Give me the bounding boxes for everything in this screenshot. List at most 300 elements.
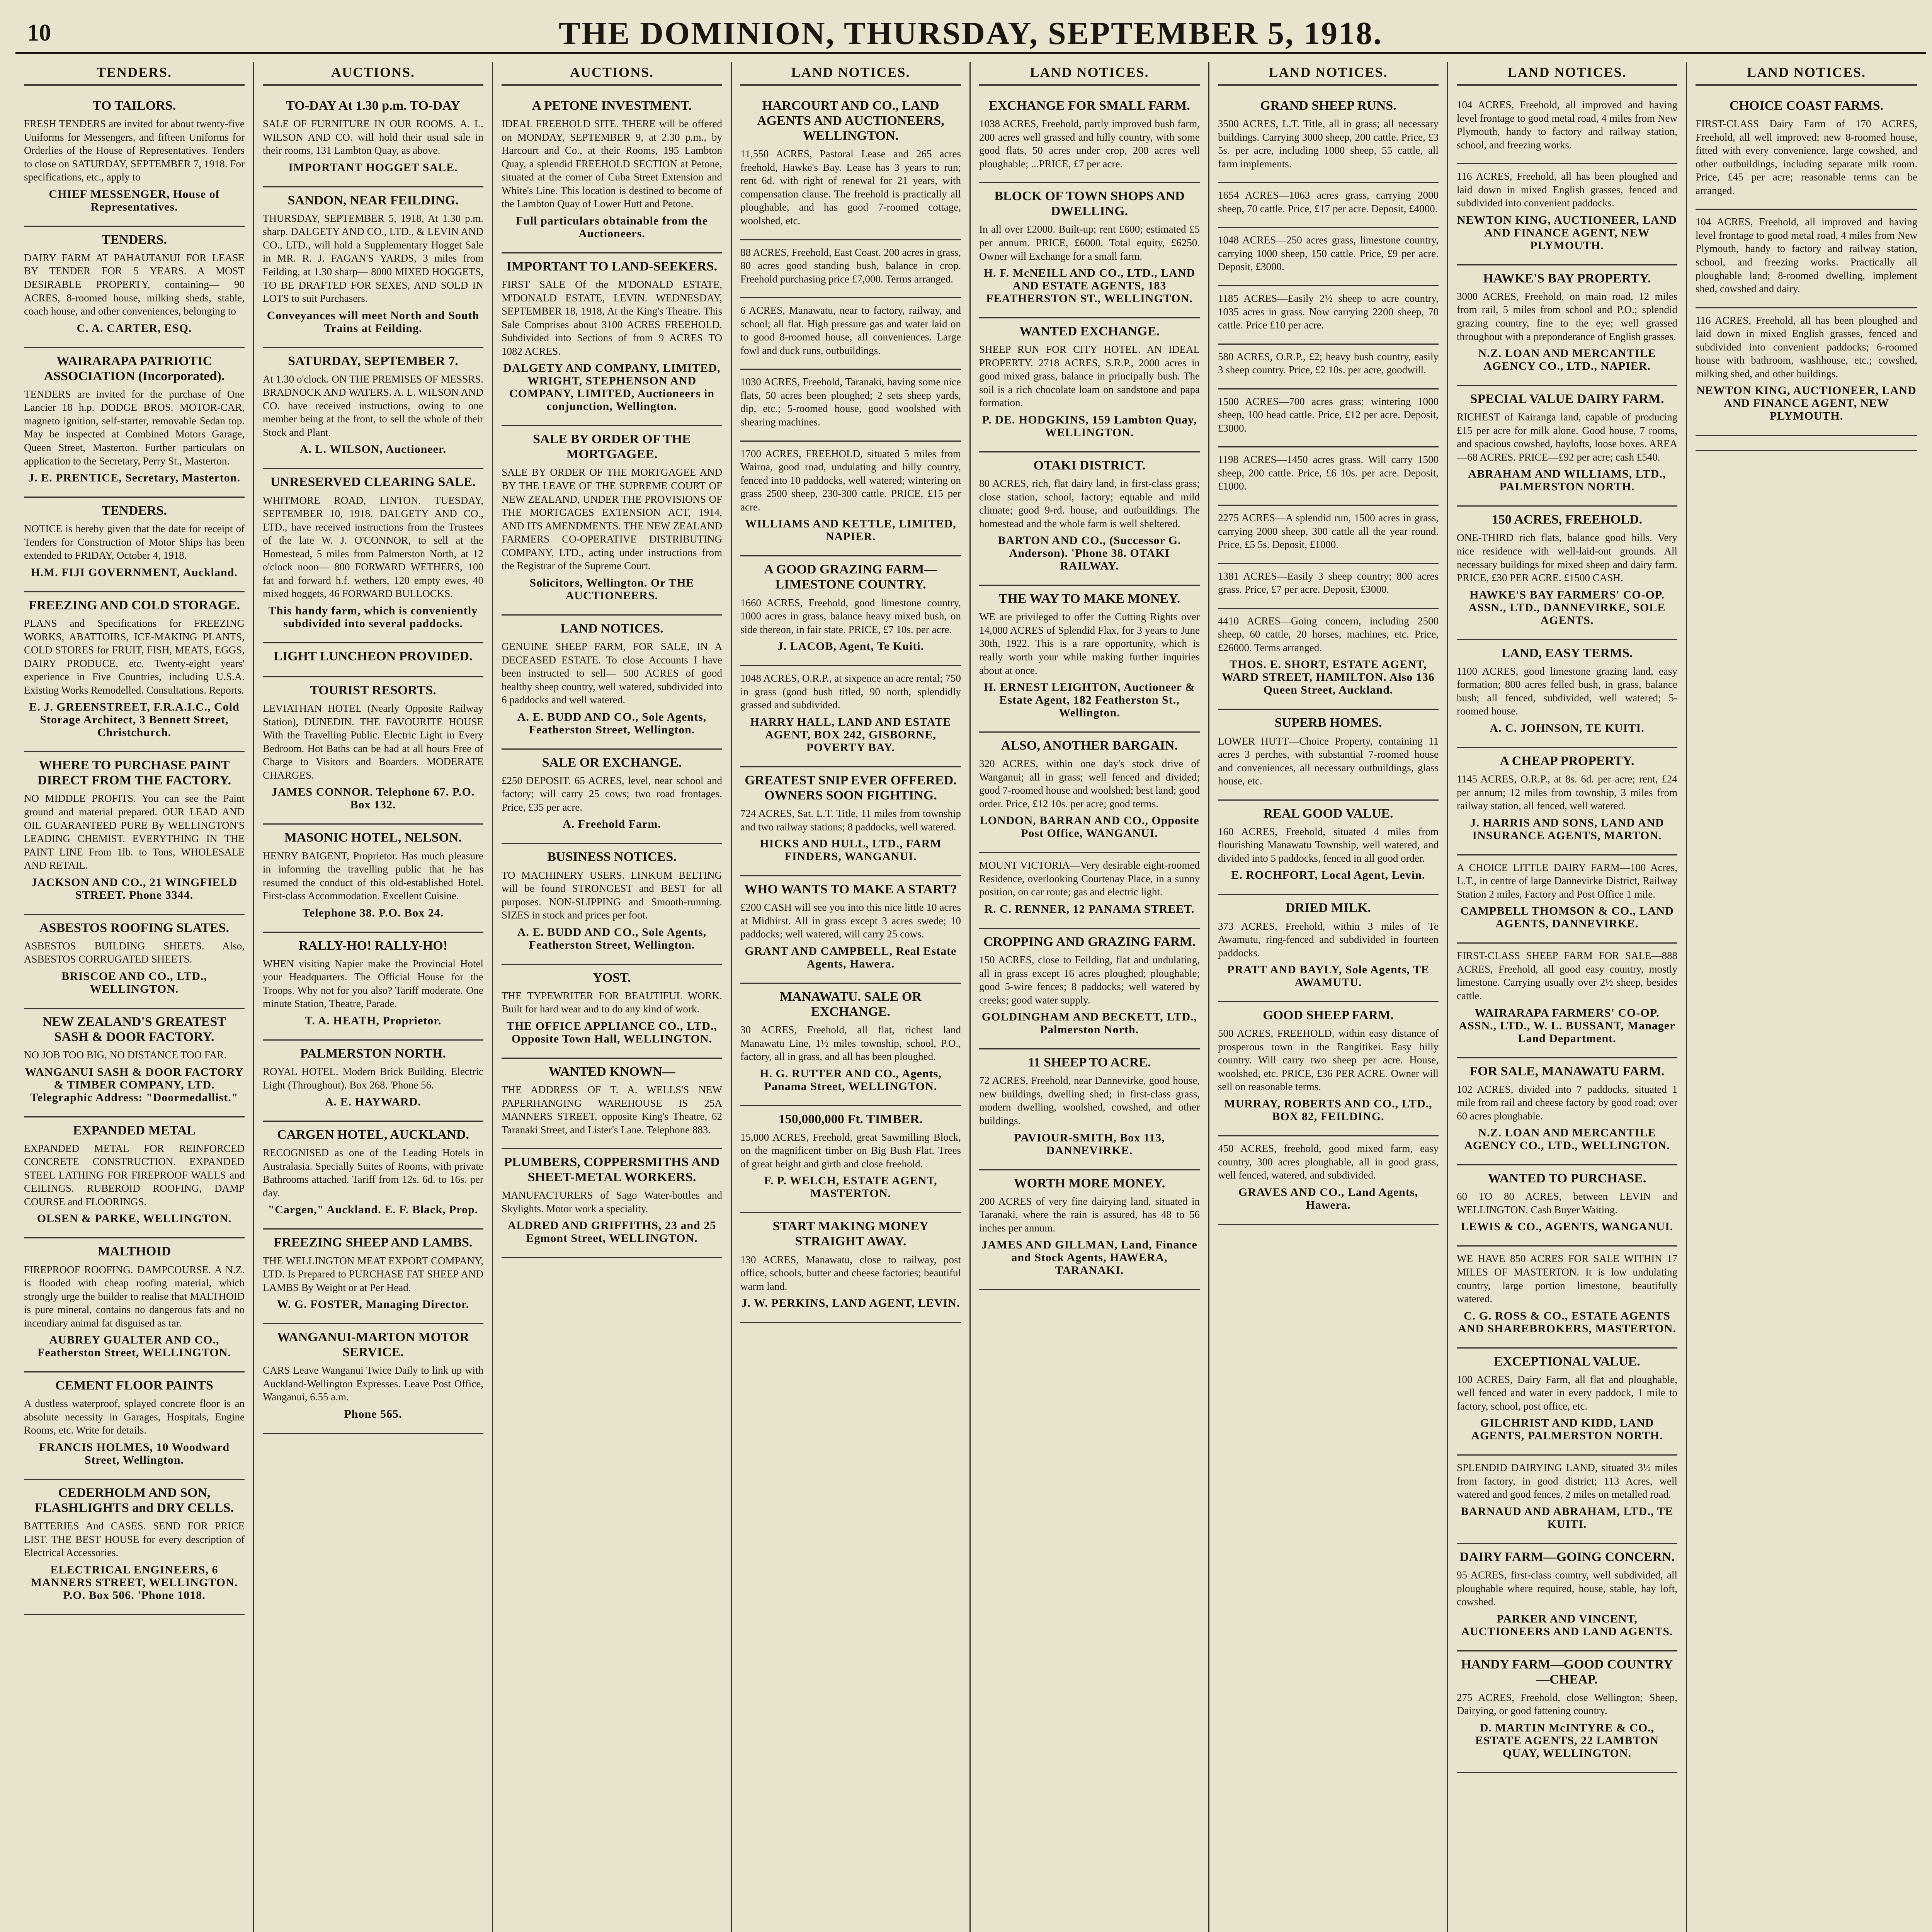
ad-body: RICHEST of Kairanga land, capable of producing £15 per acre for milk alone. Good house, 7 rooms, and spacious cowshed, haylofts, loose boxes. AREA—68 ACRES. PRICE—£92 per acre; cash £540. [1457, 411, 1677, 463]
ad-body: 3000 ACRES, Freehold, on main road, 12 miles from rail, 5 miles from school and P.O.; splendid grazing country, fine to the eye; well grassed throughout with a preponderance of English grasses. [1457, 290, 1677, 342]
ad-advertiser: Telephone 38. P.O. Box 24. [302, 906, 444, 919]
ad-heading: WANTED KNOWN— [548, 1064, 675, 1079]
ad-body: 116 ACRES, Freehold, all has been ploughed and laid down in mixed English grasses, fenced and subdivided into convenient paddocks. [1457, 170, 1677, 209]
ad-body: 104 ACRES, Freehold, all improved and having level frontage to good metal road, 4 miles from New Plymouth, handy to factory and railway station, school, and freezing works. [1457, 99, 1677, 151]
ad-advertiser: MURRAY, ROBERTS AND CO., LTD., BOX 82, FEILDING. [1224, 1097, 1432, 1123]
advertisement [24, 498, 245, 592]
ad-body: RECOGNISED as one of the Leading Hotels in Australasia. Specially Suites of Rooms, with private Bathrooms attached. Tariff from 12s. 6d. to 16s. per day. [263, 1147, 483, 1199]
ad-body: THE WELLINGTON MEAT EXPORT COMPANY, LTD. Is Prepared to PURCHASE FAT SHEEP AND LAMBS By Weight or at Per Head. [263, 1255, 483, 1293]
ad-heading: EXPANDED METAL [73, 1123, 196, 1138]
ad-advertiser: J. W. PERKINS, LAND AGENT, LEVIN. [741, 1297, 960, 1310]
ad-advertiser: W. G. FOSTER, Managing Director. [277, 1298, 469, 1311]
ad-body: WHEN visiting Napier make the Provincial Hotel your Headquarters. The Official House for the Troops. Why not for you also? Tariff moderate. One minute Station, Theatre, Parade. [263, 957, 483, 1010]
ad-body: 2275 ACRES—A splendid run, 1500 acres in grass, carrying 2000 sheep, 300 cattle all the year round. Price, £5 5s. Deposit, £1000. [1218, 512, 1439, 551]
ad-body: 1654 ACRES—1063 acres grass, carrying 2000 sheep, 70 cattle. Price, £17 per acre. Deposit, £4000. [1218, 189, 1439, 214]
ad-body: £200 CASH will see you into this nice little 10 acres at Midhirst. All in grass except 3 acres swede; 10 paddocks; well watered, will carry 25 cows. [740, 901, 961, 940]
ad-heading: WHERE TO PURCHASE PAINT DIRECT FROM THE FACTORY. [37, 758, 231, 788]
ad-advertiser: BRISCOE AND CO., LTD., WELLINGTON. [61, 969, 207, 995]
advertisement [502, 844, 722, 964]
ad-body: BATTERIES And CASES. SEND FOR PRICE LIST. THE BEST HOUSE for every description of Electrical Accessories. [24, 1520, 245, 1559]
ad-advertiser: NEWTON KING, AUCTIONEER, LAND AND FINANCE AGENT, NEW PLYMOUTH. [1457, 213, 1677, 252]
advertisement [263, 677, 483, 825]
ad-advertiser: E. ROCHFORT, Local Agent, Levin. [1231, 869, 1425, 882]
ad-advertiser: Conveyances will meet North and South Trains at Feilding. [267, 309, 480, 335]
ad-body: DAIRY FARM AT PAHAUTANUI FOR LEASE BY TENDER FOR 5 YEARS. A MOST DESIRABLE PROPERTY, containing— 90 ACRES, 8-roomed house, milking sheds, stable, coach house, and other conveniences, belonging to [24, 252, 245, 317]
columns-container [15, 62, 1926, 1932]
newspaper-title: THE DOMINION, THURSDAY, SEPTEMBER 5, 1918. [558, 15, 1383, 51]
ad-body: In all over £2000. Built-up; rent £600; estimated £5 per annum. PRICE, £6000. Total equity, £6250. Owner will Exchange for a small farm. [979, 223, 1200, 262]
ad-body: MOUNT VICTORIA—Very desirable eight-roomed Residence, overlooking Courtenay Place, in a sunny position, on car route; gas and electric light. [979, 859, 1200, 898]
ad-advertiser: HICKS AND HULL, LTD., FARM FINDERS, WANGANUI. [760, 837, 942, 863]
ad-body: TENDERS are invited for the purchase of One Lancier 18 h.p. DODGE BROS. MOTOR-CAR, magneto ignition, self-starter, removable Sedan top. May be inspected at Combined Motors Garage, Queen Street, Masterton. Further particulars on application to the Secretary, Perry St., Masterton. [24, 388, 245, 467]
ad-body: LOWER HUTT—Choice Property, containing 11 acres 3 perches, with substantial 7-roomed house and conveniences, all necessary outbuildings, glass house, etc. [1218, 735, 1439, 787]
ad-advertiser: IMPORTANT HOGGET SALE. [288, 161, 458, 174]
advertisement [1218, 801, 1439, 895]
ad-advertiser: GILCHRIST AND KIDD, LAND AGENTS, PALMERSTON NORTH. [1471, 1417, 1663, 1442]
ad-heading: FOR SALE, MANAWATU FARM. [1469, 1064, 1665, 1078]
ad-heading: SUPERB HOMES. [1274, 716, 1382, 730]
advertisement [1696, 436, 1917, 451]
ad-advertiser: H. G. RUTTER AND CO., Agents, Panama Street, WELLINGTON. [760, 1067, 942, 1093]
advertisement [1218, 389, 1439, 448]
ad-advertiser: "Cargen," Auckland. E. F. Black, Prop. [268, 1203, 478, 1216]
advertisement [263, 348, 483, 469]
ad-advertiser: HARRY HALL, LAND AND ESTATE AGENT, BOX 242, GISBORNE, POVERTY BAY. [750, 715, 951, 754]
ad-body: NO JOB TOO BIG, NO DISTANCE TOO FAR. [24, 1049, 227, 1061]
ad-body: FIRST-CLASS Dairy Farm of 170 ACRES, Freehold, all well improved; new 8-roomed house, fitted with every convenience, large cowshed, and other outbuildings, including separate milk room. Price, £45 per acre; reasonable terms can be arranged. [1696, 118, 1917, 196]
advertisement [979, 93, 1200, 183]
advertisement [24, 1480, 245, 1615]
ad-heading: A GOOD GRAZING FARM—LIMESTONE COUNTRY. [764, 562, 937, 592]
ad-advertiser: ALDRED AND GRIFFITHS, 23 and 25 Egmont Street, WELLINGTON. [507, 1219, 716, 1245]
advertisement [24, 752, 245, 915]
ad-heading: SALE BY ORDER OF THE MORTGAGEE. [533, 432, 691, 462]
advertisement [502, 426, 722, 616]
ad-heading: MASONIC HOTEL, NELSON. [284, 830, 462, 845]
ad-advertiser: A. E. BUDD AND CO., Sole Agents, Featherston Street, Wellington. [517, 925, 707, 951]
ad-heading: CARGEN HOTEL, AUCKLAND. [277, 1128, 469, 1142]
ad-body: At 1.30 o'clock. ON THE PREMISES OF MESSRS. BRADNOCK AND WATERS. A. L. WILSON AND CO. have received instructions, owing to one member being at the front, to sell the whole of their Stock and Plant. [263, 373, 483, 438]
ad-body: SALE BY ORDER OF THE MORTGAGEE AND BY THE LEAVE OF THE SUPREME COURT OF NEW ZEALAND, UNDER THE PROVISIONS OF THE MORTGAGES EXTENSION ACT, 1914, AND ITS AMENDMENTS. THE NEW ZEALAND FARMERS CO-OPERATIVE DISTRIBUTING COMPANY, LTD., acting under instructions from the Registrar of the Supreme Court. [502, 466, 722, 572]
ad-body: 100 ACRES, Dairy Farm, all flat and ploughable, well fenced and water in every paddock, 1 mile to factory, school, post office, etc. [1457, 1373, 1677, 1412]
ad-heading: GOOD SHEEP FARM. [1263, 1008, 1394, 1023]
ad-heading: 150,000,000 Ft. TIMBER. [778, 1112, 923, 1126]
advertisement [740, 298, 961, 370]
ad-heading: HANDY FARM—GOOD COUNTRY—CHEAP. [1461, 1657, 1673, 1687]
ad-advertiser: BARNAUD AND ABRAHAM, LTD., TE KUITI. [1461, 1505, 1673, 1531]
advertisement [1457, 1651, 1677, 1773]
ad-advertiser: WANGANUI SASH & DOOR FACTORY & TIMBER COMPANY, LTD. Telegraphic Address: "Doormedallist." [25, 1065, 244, 1104]
ad-body: 1198 ACRES—1450 acres grass. Will carry 1500 sheep, 200 cattle. Price, £6 10s. per acre. Deposit, £1000. [1218, 454, 1439, 492]
ad-advertiser: N.Z. LOAN AND MERCANTILE AGENCY CO., LTD., WELLINGTON. [1464, 1126, 1670, 1152]
advertisement [1457, 944, 1677, 1058]
ad-body: SHEEP RUN FOR CITY HOTEL. AN IDEAL PROPERTY. 2718 ACRES, S.R.P., 2000 acres in good mixed grass, balance in principally bush. The soil is a rich chocolate loam on sandstone and papa formation. [979, 344, 1200, 409]
ad-heading: SANDON, NEAR FEILDING. [287, 193, 459, 207]
ad-heading: 150 ACRES, FREEHOLD. [1492, 512, 1643, 527]
ad-heading: SPECIAL VALUE DAIRY FARM. [1470, 392, 1664, 406]
advertisement [1457, 855, 1677, 944]
ad-body: THE TYPEWRITER FOR BEAUTIFUL WORK. Built for hard wear and to do any kind of work. [502, 990, 722, 1015]
ad-body: GENUINE SHEEP FARM, FOR SALE, IN A DECEASED ESTATE. To close Accounts I have been instructed to sell— 500 ACRES of good healthy sheep country, well watered, subdivided into 6 paddocks and well watered. [502, 640, 722, 706]
ad-heading: LAND NOTICES. [560, 621, 663, 636]
advertisement [24, 915, 245, 1009]
ad-body: 15,000 ACRES, Freehold, great Sawmilling Block, on the magnificent timber on Big Bush Flat. Trees of great height and girth and close freehold. [740, 1131, 961, 1170]
advertisement [740, 1213, 961, 1323]
advertisement [1457, 1058, 1677, 1166]
ad-body: 130 ACRES, Manawatu, close to railway, post office, schools, butter and cheese factories; beautiful warm land. [740, 1253, 961, 1292]
ad-heading: START MAKING MONEY STRAIGHT AWAY. [772, 1219, 929, 1249]
column-7 [1448, 62, 1687, 1932]
ad-advertiser: NEWTON KING, AUCTIONEER, LAND AND FINANCE AGENT, NEW PLYMOUTH. [1696, 384, 1917, 423]
ad-body: 1660 ACRES, Freehold, good limestone country, 1000 acres in grass, balance heavy mixed bush, on side thereon, in fair state. PRICE, £7 10s. per acre. [740, 597, 961, 635]
ad-body: 1048 ACRES, O.R.P., at sixpence an acre rental; 750 in grass (good bush titled, 90 north, splendidly grassed and subdivided. [740, 672, 961, 711]
ad-heading: EXCEPTIONAL VALUE. [1494, 1354, 1640, 1369]
ad-heading: TO-DAY At 1.30 p.m. TO-DAY [286, 99, 460, 113]
ad-advertiser: A. L. WILSON, Auctioneer. [299, 443, 447, 456]
advertisement [1696, 93, 1917, 210]
column-8 [1687, 62, 1926, 1932]
advertisement [1218, 228, 1439, 286]
advertisement [263, 1122, 483, 1230]
advertisement [502, 616, 722, 750]
ad-advertiser: OLSEN & PARKE, WELLINGTON. [37, 1212, 232, 1225]
ad-body: 1030 ACRES, Freehold, Taranaki, having some nice flats, 50 acres been ploughed; 2 sets sheep yards, dip, etc.; 5-roomed house, good woolshed with shearing machines. [740, 376, 961, 428]
ad-advertiser: JAMES CONNOR. Telephone 67. P.O. Box 132. [271, 786, 475, 811]
ad-advertiser: E. J. GREENSTREET, F.R.A.I.C., Cold Storage Architect, 3 Bennett Street, Christchurch. [29, 701, 240, 739]
advertisement [979, 452, 1200, 586]
ad-heading: GREATEST SNIP EVER OFFERED. OWNERS SOON FIGHTING. [745, 773, 957, 803]
ad-heading: DAIRY FARM—GOING CONCERN. [1459, 1550, 1675, 1564]
ad-advertiser: F. P. WELCH, ESTATE AGENT, MASTERTON. [764, 1174, 937, 1200]
advertisement [263, 1041, 483, 1122]
ad-heading: 11 SHEEP TO ACRE. [1028, 1055, 1151, 1070]
ad-body: 102 ACRES, divided into 7 paddocks, situated 1 mile from rail and cheese factory by good road; over 60 acres ploughable. [1457, 1083, 1677, 1122]
advertisement [740, 442, 961, 557]
ad-body: TO MACHINERY USERS. LINKUM BELTING will be found STRONGEST and BEST for all purposes. NON-SLIPPING and Smooth-running. SIZES in stock and prices per foot. [502, 869, 722, 921]
ad-advertiser: PARKER AND VINCENT, AUCTIONEERS AND LAND AGENTS. [1461, 1612, 1673, 1638]
ad-body: FIREPROOF ROOFING. DAMPCOURSE. A N.Z. is flooded with cheap roofing material, which strongly urge the builder to realise that MALTHOID is pure mineral, contains no dangerous fats and no incendiary animal fat disguised as tar. [24, 1264, 245, 1329]
ad-body: FIRST-CLASS SHEEP FARM FOR SALE—888 ACRES, Freehold, all good easy country, mostly limestone. Carrying usually over 2½ sheep, besides cattle. [1457, 950, 1677, 1002]
ad-heading: ALSO, ANOTHER BARGAIN. [1001, 738, 1178, 753]
advertisement [1696, 308, 1917, 436]
ad-body: 1381 ACRES—Easily 3 sheep country; 800 acres grass. Price, £7 per acre. Deposit, £3000. [1218, 570, 1439, 595]
advertisement [1218, 710, 1439, 800]
ad-advertiser: WILLIAMS AND KETTLE, LIMITED, NAPIER. [745, 517, 956, 543]
advertisement [740, 370, 961, 441]
advertisement [263, 643, 483, 677]
advertisement [24, 348, 245, 498]
ad-advertiser: DALGETY AND COMPANY, LIMITED, WRIGHT, STEPHENSON AND COMPANY, LIMITED, Auctioneers in conjunction, Wellington. [503, 362, 721, 413]
ad-advertiser: JACKSON AND CO., 21 WINGFIELD STREET. Phone 3344. [31, 876, 238, 901]
ad-heading: A PETONE INVESTMENT. [532, 99, 692, 113]
advertisement [24, 1009, 245, 1117]
ad-heading: EXCHANGE FOR SMALL FARM. [989, 99, 1190, 113]
ad-advertiser: CHIEF MESSENGER, House of Representatives. [49, 187, 220, 213]
advertisement [1457, 1165, 1677, 1247]
ad-heading: WORTH MORE MONEY. [1014, 1176, 1165, 1190]
ad-body: A dustless waterproof, splayed concrete floor is an absolute necessity in Garages, Hospitals, Engine Rooms, etc. Write for details. [24, 1398, 245, 1436]
ad-heading: TENDERS. [101, 503, 167, 518]
column-header: LAND NOTICES. [1218, 62, 1439, 86]
ad-body: 500 ACRES, FREEHOLD, within easy distance of prosperous town in the Rangitikei. Easy hilly country. Will carry two sheep per acre. House, woolshed, etc. PRICE, £36 PER ACRE. Owner will sell on reasonable terms. [1218, 1027, 1439, 1093]
ad-advertiser: Solicitors, Wellington. Or THE AUCTIONEERS. [529, 576, 694, 602]
advertisement [502, 1149, 722, 1258]
ad-body: SALE OF FURNITURE IN OUR ROOMS. A. L. WILSON AND CO. will hold their usual sale in their rooms, 131 Lambton Quay, as above. [263, 118, 483, 156]
advertisement [1457, 386, 1677, 507]
ad-body: A CHOICE LITTLE DAIRY FARM—100 Acres, L.T., in centre of large Dannevirke District, Railway Station 2 miles, Factory and Post Office 1 mile. [1457, 861, 1677, 900]
advertisement [740, 556, 961, 666]
advertisement [740, 93, 961, 240]
ad-advertiser: N.Z. LOAN AND MERCANTILE AGENCY CO., LTD., NAPIER. [1478, 347, 1656, 373]
ad-advertiser: PRATT AND BAYLY, Sole Agents, TE AWAMUTU. [1227, 963, 1429, 989]
advertisement [979, 733, 1200, 853]
ad-heading: SATURDAY, SEPTEMBER 7. [288, 354, 458, 368]
ad-body: IDEAL FREEHOLD SITE. THERE will be offered on MONDAY, SEPTEMBER 9, at 2.30 p.m., by Harcourt and Co., at their Rooms, 195 Lambton Quay, a splendid FREEHOLD SECTION at Petone, situated at the corner of Cuba Street Extension and White's Line. This location is destined to become of the Lambton Quay of Lower Hutt and Petone. [502, 118, 722, 210]
column-header: LAND NOTICES. [1696, 62, 1917, 86]
ad-heading: TO TAILORS. [92, 99, 176, 113]
advertisement [979, 318, 1200, 452]
ad-advertiser: H. F. McNEILL AND CO., LTD., LAND AND ESTATE AGENTS, 183 FEATHERSTON ST., WELLINGTON. [983, 267, 1196, 305]
ad-body: THURSDAY, SEPTEMBER 5, 1918, At 1.30 p.m. sharp. DALGETY AND CO., LTD., & LEVIN AND CO., LTD., will hold a Supplementary Hogget Sale in MR. R. J. FAGAN'S YARDS, 3 miles from Feilding, at 1.30 sharp— 8000 MIXED HOGGETS, TO BE DRAFTED FOR SEXES, AND SOLD IN LOTS to suit Purchasers. [263, 212, 483, 304]
ad-heading: FREEZING AND COLD STORAGE. [28, 598, 240, 612]
ad-advertiser: AUBREY GUALTER AND CO., Featherston Street, WELLINGTON. [37, 1333, 231, 1359]
ad-advertiser: H. ERNEST LEIGHTON, Auctioneer & Estate Agent, 182 Featherston St., Wellington. [983, 681, 1196, 719]
ad-advertiser: HAWKE'S BAY FARMERS' CO-OP. ASSN., LTD., DANNEVIRKE, SOLE AGENTS. [1468, 588, 1666, 627]
ad-body: PLANS and Specifications for FREEZING WORKS, ABATTOIRS, ICE-MAKING PLANTS, COLD STORES for FRUIT, FISH, MEATS, EGGS, DAIRY PRODUCE, etc. Twenty-eight years' experience in Five Countries, including U.S.A. Existing Works Remodelled. Consultations. Reports. [24, 617, 245, 696]
ad-heading: LAND, EASY TERMS. [1501, 646, 1633, 660]
ad-body: EXPANDED METAL FOR REINFORCED CONCRETE CONSTRUCTION. EXPANDED STEEL LATHING FOR FIREPROOF WALLS and CEILINGS. RUBEROID ROOFING, DAMP COURSE and FLOORINGS. [24, 1142, 245, 1208]
advertisement [1218, 286, 1439, 345]
advertisement [263, 1230, 483, 1324]
ad-body: FRESH TENDERS are invited for about twenty-five Uniforms for Messengers, and fifteen Uniforms for Orderlies of the House of Representatives. Tenders to close on SATURDAY, SEPTEMBER 7, 1918. For specifications, etc., apply to [24, 118, 245, 183]
advertisement [502, 93, 722, 253]
advertisement [1457, 1544, 1677, 1651]
ad-advertiser: LONDON, BARRAN AND CO., Opposite Post Office, WANGANUI. [980, 814, 1199, 840]
ad-advertiser: BARTON AND CO., (Successor G. Anderson). 'Phone 38. OTAKI RAILWAY. [998, 534, 1181, 573]
advertisement [740, 876, 961, 984]
ad-body: SPLENDID DAIRYING LAND, situated 3½ miles from factory, in good district; 113 Acres, well watered and good fences, 2 miles on metalled road. [1457, 1462, 1677, 1500]
ad-body: 200 ACRES of very fine dairying land, situated in Taranaki, where the rain is assured, has 48 to 56 inches per annum. [979, 1195, 1200, 1234]
ad-body: 275 ACRES, Freehold, close Wellington; Sheep, Dairying, or good fattening country. [1457, 1691, 1677, 1717]
ad-advertiser: PAVIOUR-SMITH, Box 113, DANNEVIRKE. [1014, 1131, 1165, 1157]
ad-heading: UNRESERVED CLEARING SALE. [270, 475, 476, 490]
advertisement [1696, 210, 1917, 308]
ad-heading: FREEZING SHEEP AND LAMBS. [274, 1235, 473, 1250]
ad-heading: PALMERSTON NORTH. [300, 1046, 446, 1061]
ad-body: THE ADDRESS OF T. A. WELLS'S NEW PAPERHANGING WAREHOUSE IS 25A MANNERS STREET, opposite King's Theatre, 62 Taranaki Street, and Lister's Lane. Telephone 883. [502, 1083, 722, 1136]
ad-body: 450 ACRES, freehold, good mixed farm, easy country, 300 acres ploughable, all in good grass, well fenced, watered, and subdivided. [1218, 1142, 1439, 1181]
advertisement [263, 93, 483, 187]
advertisement [502, 750, 722, 844]
advertisement [24, 1372, 245, 1480]
advertisement [263, 933, 483, 1041]
advertisement [1218, 506, 1439, 564]
ad-heading: BLOCK OF TOWN SHOPS AND DWELLING. [994, 189, 1185, 219]
page-number: 10 [27, 20, 51, 46]
ad-advertiser: GRAVES AND CO., Land Agents, Hawera. [1238, 1185, 1418, 1211]
ad-heading: WAIRARAPA PATRIOTIC ASSOCIATION (Incorporated). [44, 354, 225, 383]
ad-advertiser: T. A. HEATH, Proprietor. [304, 1014, 442, 1027]
advertisement [740, 767, 961, 876]
advertisement [979, 1170, 1200, 1291]
ad-advertiser: C. A. CARTER, ESQ. [77, 321, 192, 335]
ad-advertiser: FRANCIS HOLMES, 10 Woodward Street, Wellington. [39, 1441, 230, 1467]
ad-heading: MALTHOID [97, 1244, 171, 1259]
advertisement [1457, 748, 1677, 855]
ad-advertiser: P. DE. HODGKINS, 159 Lambton Quay, WELLINGTON. [982, 413, 1197, 439]
column-6 [1209, 62, 1448, 1932]
ad-heading: REAL GOOD VALUE. [1263, 806, 1393, 821]
ad-advertiser: This handy farm, which is conveniently subdivided into several paddocks. [268, 604, 478, 630]
advertisement [1457, 1349, 1677, 1456]
ad-body: 1100 ACRES, good limestone grazing land, easy formation; 800 acres felled bush, in grass, balance bush; all fenced, subdivided, well watered; 5-roomed house. [1457, 665, 1677, 717]
advertisement [1457, 640, 1677, 748]
ad-heading: SALE OR EXCHANGE. [542, 755, 682, 770]
ad-advertiser: H.M. FIJI GOVERNMENT, Auckland. [31, 566, 238, 579]
column-5 [971, 62, 1209, 1932]
ad-body: LEVIATHAN HOTEL (Nearly Opposite Railway Station), DUNEDIN. THE FAVOURITE HOUSE With the Travelling Public. Electric Light in Every Bedroom. Hot Baths can be had at all hours Free of Charge to Visitors and Boarders. MODERATE CHARGES. [263, 702, 483, 781]
newspaper-page [15, 12, 1926, 1932]
ad-body: WHITMORE ROAD, LINTON. TUESDAY, SEPTEMBER 10, 1918. DALGETY AND CO., LTD., have received instructions from the Trustees of the late W. J. O'CONNOR, to sell at the Homestead, 5 miles from Palmerston North, at 12 o'clock noon— 800 FORWARD WETHERS, 100 fat and forward h.f. wethers, 120 empty ewes, 40 mixed hoggets, 46 FORWARD BULLOCKS. [263, 494, 483, 600]
ad-advertiser: THE OFFICE APPLIANCE CO., LTD., Opposite Town Hall, WELLINGTON. [507, 1019, 717, 1045]
ad-body: 373 ACRES, Freehold, within 3 miles of Te Awamutu, ring-fenced and subdivided in fourteen paddocks. [1218, 920, 1439, 959]
ad-body: NO MIDDLE PROFITS. You can see the Paint ground and material prepared. OUR LEAD AND OIL GUARANTEED PURE By WELLINGTON'S LEADING CHEMIST. EVERYTHING IN THE PAINT LINE From 1lb. to Tons, WHOLESALE AND RETAIL. [24, 793, 245, 871]
column-header: LAND NOTICES. [740, 62, 961, 86]
ad-advertiser: GRANT AND CAMPBELL, Real Estate Agents, Hawera. [745, 944, 957, 970]
ad-body: 320 ACRES, within one day's stock drive of Wanganui; all in grass; well fenced and divided; good 7-roomed house and woolshed; best land; good order. Price, £12 10s. per acre; good terms. [979, 758, 1200, 810]
ad-advertiser: A. C. JOHNSON, TE KUITI. [1490, 721, 1645, 735]
ad-body: 72 ACRES, Freehold, near Dannevirke, good house, new buildings, dwelling shed; in first-class grass, modern dwelling, woolshed, cowshed, and other buildings. [979, 1075, 1200, 1126]
advertisement [979, 929, 1200, 1049]
advertisement [1218, 895, 1439, 1002]
ad-body: NOTICE is hereby given that the date for receipt of Tenders for Construction of Motor Ships has been extended to FRIDAY, October 4, 1918. [24, 523, 245, 561]
advertisement [1218, 609, 1439, 710]
ad-body: 60 TO 80 ACRES, between LEVIN and WELLINGTON. Cash Buyer Waiting. [1457, 1190, 1677, 1216]
ad-body: HENRY BAIGENT, Proprietor. Has much pleasure in informing the travelling public that he has resumed the conduct of this old-established Hotel. First-class Accommodation. Excellent Cuisine. [263, 850, 483, 902]
advertisement [1457, 93, 1677, 164]
ad-body: £250 DEPOSIT. 65 ACRES, level, near school and factory; will carry 25 cows; two road frontages. Price, £35 per acre. [502, 774, 722, 813]
ad-advertiser: D. MARTIN McINTYRE & CO., ESTATE AGENTS, 22 LAMBTON QUAY, WELLINGTON. [1475, 1721, 1659, 1760]
advertisement [1218, 1136, 1439, 1225]
advertisement [740, 240, 961, 299]
advertisement [263, 187, 483, 348]
ad-heading: MANAWATU. SALE OR EXCHANGE. [780, 989, 922, 1019]
column-header: AUCTIONS. [502, 62, 722, 86]
ad-heading: OTAKI DISTRICT. [1033, 458, 1146, 473]
ad-heading: RALLY-HO! RALLY-HO! [298, 938, 448, 953]
ad-body: ONE-THIRD rich flats, balance good hills. Very nice residence with well-laid-out grounds. All necessary buildings for mixed sheep and dairy farm. PRICE, £30 PER ACRE. £1500 CASH. [1457, 532, 1677, 584]
ad-advertiser: C. G. ROSS & CO., ESTATE AGENTS AND SHAREBROKERS, MASTERTON. [1458, 1309, 1676, 1335]
ad-advertiser: GOLDINGHAM AND BECKETT, LTD., Palmerston North. [981, 1010, 1197, 1036]
advertisement [1218, 1002, 1439, 1136]
ad-body: 3500 ACRES, L.T. Title, all in grass; all necessary buildings. Carrying 3000 sheep, 200 cattle. Price, £3 5s. per acre, including 1000 sheep, 55 cattle, all farm implements. [1218, 118, 1439, 170]
ad-body: 30 ACRES, Freehold, all flat, richest land Manawatu Line, 1½ miles township, school, P.O., factory, all in grass, and all has been ploughed. [740, 1024, 961, 1063]
ad-advertiser: A. Freehold Farm. [563, 818, 661, 831]
column-2 [254, 62, 493, 1932]
column-4 [732, 62, 971, 1932]
ad-heading: WHO WANTS TO MAKE A START? [744, 882, 957, 897]
ad-body: 88 ACRES, Freehold, East Coast. 200 acres in grass, 80 acres good standing bush, balance in crop. Freehold purchasing price £7,000. Terms arranged. [740, 246, 961, 285]
ad-advertiser: R. C. RENNER, 12 PANAMA STREET. [984, 902, 1195, 915]
advertisement [263, 1324, 483, 1434]
advertisement [1457, 1456, 1677, 1544]
ad-advertiser: WAIRARAPA FARMERS' CO-OP. ASSN., LTD., W. L. BUSSANT, Manager Land Department. [1459, 1006, 1675, 1045]
advertisement [1218, 345, 1439, 389]
ad-body: ASBESTOS BUILDING SHEETS. Also, ASBESTOS CORRUGATED SHEETS. [24, 940, 245, 965]
ad-advertiser: A. E. HAYWARD. [325, 1095, 421, 1109]
column-header: LAND NOTICES. [979, 62, 1200, 86]
ad-body: 150 ACRES, close to Feilding, flat and undulating, all in grass except 16 acres ploughed; ploughable; good 5-wire fences; 8 paddocks; well watered by creeks; good water supply. [979, 954, 1200, 1006]
ad-heading: YOST. [593, 970, 631, 985]
ad-body: 1038 ACRES, Freehold, partly improved bush farm, 200 acres well grassed and hilly country, with some good flats, 50 acres under crop, 200 acres well ploughable; ...PRICE, £7 per acre. [979, 118, 1200, 170]
ad-body: WE HAVE 850 ACRES FOR SALE WITHIN 17 MILES OF MASTERTON. It is low undulating country, large portion limestone, beautifully watered. [1457, 1253, 1677, 1305]
ad-heading: IMPORTANT TO LAND-SEEKERS. [506, 259, 718, 274]
ad-advertiser: JAMES AND GILLMAN, Land, Finance and Stock Agents, HAWERA, TARANAKI. [981, 1238, 1197, 1277]
ad-advertiser: ABRAHAM AND WILLIAMS, LTD., PALMERSTON NORTH. [1468, 468, 1666, 493]
ad-heading: WANGANUI-MARTON MOTOR SERVICE. [277, 1330, 469, 1360]
advertisement [24, 592, 245, 752]
column-3 [493, 62, 732, 1932]
ad-body: 1185 ACRES—Easily 2½ sheep to acre country, 1035 acres in grass. Now carrying 2200 sheep, 70 cattle. Price £10 per acre. [1218, 293, 1439, 331]
ad-heading: CEMENT FLOOR PAINTS [55, 1378, 213, 1393]
ad-heading: LIGHT LUNCHEON PROVIDED. [274, 649, 473, 663]
advertisement [1457, 507, 1677, 640]
advertisement [1457, 1247, 1677, 1348]
advertisement [1457, 164, 1677, 265]
ad-heading: TOURIST RESORTS. [310, 683, 436, 698]
ad-advertiser: THOS. E. SHORT, ESTATE AGENT, WARD STREET, HAMILTON. Also 136 Queen Street, Auckland. [1222, 658, 1435, 697]
advertisement [1218, 93, 1439, 183]
ad-advertiser: Phone 565. [344, 1408, 402, 1421]
ad-body: CARS Leave Wanganui Twice Daily to link up with Auckland-Wellington Expresses. Leave Post Office, Wanganui, 6.55 a.m. [263, 1364, 483, 1403]
advertisement [24, 1238, 245, 1372]
ad-body: 160 ACRES, Freehold, situated 4 miles from flourishing Manawatu Township, well watered, and divided into 5 paddocks, fenced in all good order. [1218, 825, 1439, 864]
ad-heading: HAWKE'S BAY PROPERTY. [1483, 271, 1651, 286]
advertisement [740, 666, 961, 767]
advertisement [1218, 564, 1439, 609]
ad-advertiser: J. HARRIS AND SONS, LAND AND INSURANCE AGENTS, MARTON. [1470, 816, 1664, 842]
ad-heading: CEDERHOLM AND SON, FLASHLIGHTS and DRY CELLS. [34, 1486, 234, 1515]
ad-advertiser: J. LACOB, Agent, Te Kuiti. [777, 640, 924, 653]
ad-body: 1500 ACRES—700 acres grass; wintering 1000 sheep, 100 head cattle. Price, £12 per acre. Deposit, £3000. [1218, 395, 1439, 434]
advertisement [1457, 265, 1677, 386]
ad-heading: GRAND SHEEP RUNS. [1260, 99, 1396, 113]
ad-heading: CHOICE COAST FARMS. [1729, 99, 1884, 113]
ad-advertiser: ELECTRICAL ENGINEERS, 6 MANNERS STREET, WELLINGTON. P.O. Box 506. 'Phone 1018. [31, 1563, 238, 1602]
ad-heading: ASBESTOS ROOFING SLATES. [39, 920, 229, 935]
ad-body: ROYAL HOTEL. Modern Brick Building. Electric Light (Throughout). Box 268. 'Phone 56. [263, 1066, 483, 1091]
ad-body: 6 ACRES, Manawatu, near to factory, railway, and school; all flat. High pressure gas and water laid on to good 8-roomed house, all conveniences. Large fowl and duck runs, outbuildings. [740, 304, 961, 356]
ad-heading: A CHEAP PROPERTY. [1500, 753, 1634, 768]
advertisement [502, 1059, 722, 1149]
ad-advertiser: J. E. PRENTICE, Secretary, Masterton. [28, 471, 240, 485]
ad-body: 1048 ACRES—250 acres grass, limestone country, carrying 1000 sheep, 150 cattle. Price, £9 per acre. Deposit, £3000. [1218, 234, 1439, 273]
ad-body: 724 ACRES, Sat. L.T. Title, 11 miles from township and two railway stations; 8 paddocks, well watered. [740, 807, 961, 833]
advertisement [740, 984, 961, 1106]
advertisement [740, 1106, 961, 1214]
advertisement [24, 93, 245, 227]
ad-body: 11,550 ACRES, Pastoral Lease and 265 acres freehold, Hawke's Bay. Lease has 3 years to run; rent 6d. with right of renewal for 21 years, with compensation clause. The freehold is practically all ploughable, and has good 7-roomed cottage, woolshed, etc. [740, 148, 961, 227]
column-header: TENDERS. [24, 62, 245, 86]
ad-heading: TENDERS. [101, 232, 167, 247]
ad-heading: PLUMBERS, COPPERSMITHS AND SHEET-METAL WORKERS. [504, 1155, 720, 1185]
ad-heading: BUSINESS NOTICES. [547, 850, 677, 864]
ad-body: FIRST SALE Of the M'DONALD ESTATE, M'DONALD ESTATE, LEVIN. WEDNESDAY, SEPTEMBER 18, 1918, At the King's Theatre. This Sale Comprises about 3100 ACRES FREEHOLD. Subdivided into Sections of from 9 ACRES TO 1082 ACRES. [502, 279, 722, 357]
advertisement [979, 853, 1200, 929]
advertisement [24, 227, 245, 348]
column-header: LAND NOTICES. [1457, 62, 1677, 86]
advertisement [502, 965, 722, 1059]
